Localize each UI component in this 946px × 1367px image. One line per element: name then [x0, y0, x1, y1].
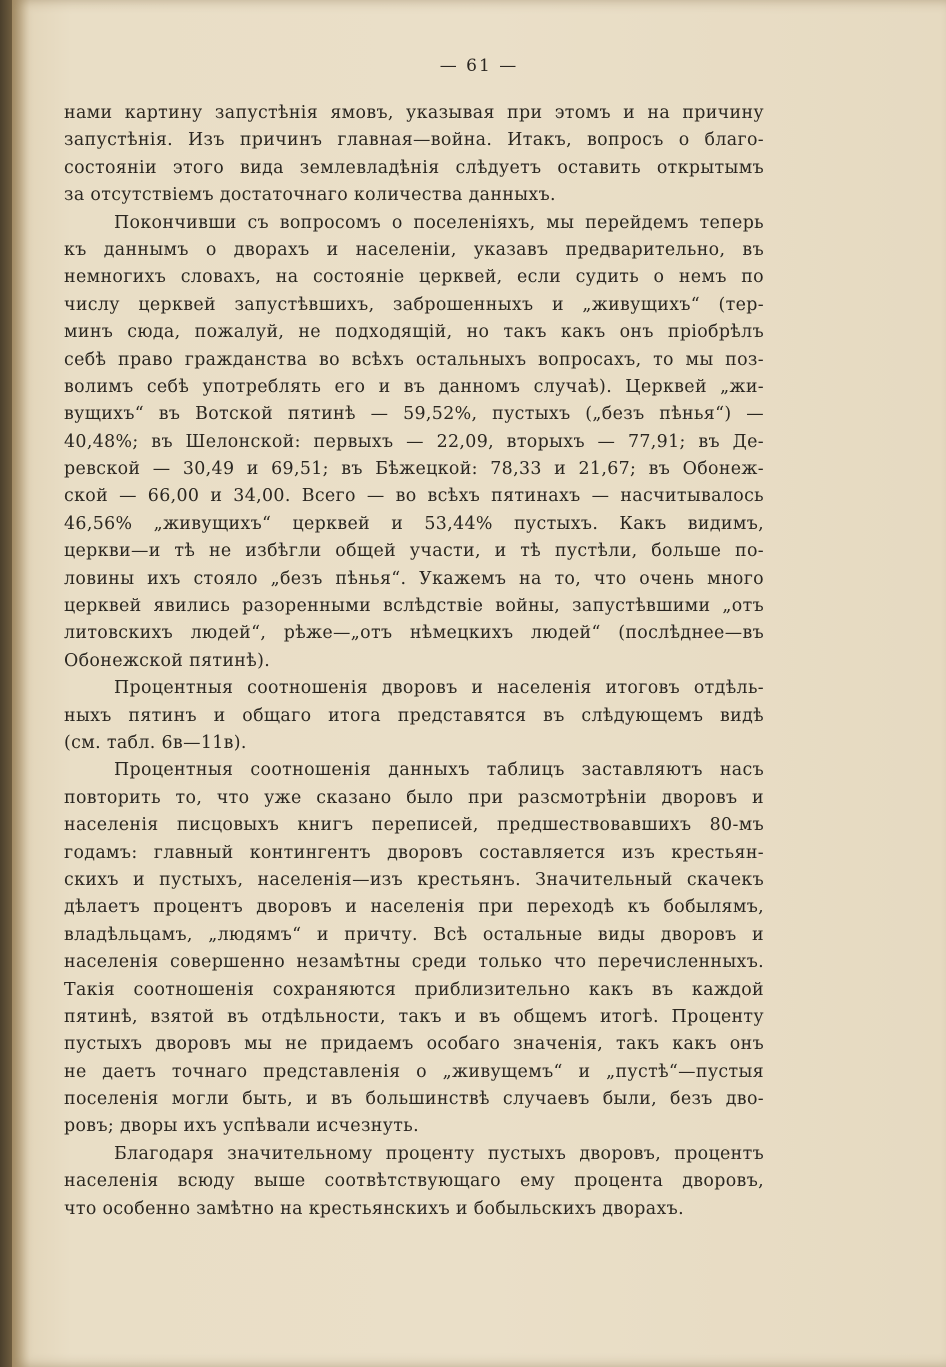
text-line: населенія всюду выше соотвѣтствующаго ему процента дворовъ, [64, 1171, 764, 1192]
text-line: пятинѣ, взятой въ отдѣльности, такъ и въ общемъ итогѣ. Проценту [64, 1006, 764, 1027]
text-line: 40,48%; въ Шелонской: первыхъ — 22,09, вторыхъ — 77,91; въ Де- [64, 431, 764, 452]
text-line: Такія соотношенія сохраняются приблизительно какъ въ каждой [64, 979, 764, 1000]
text-line: церквей явились разоренными вслѣдствіе войны, запустѣвшими „отъ [64, 596, 764, 617]
text-line: населенія писцовыхъ книгъ переписей, предшествовавшихъ 80-мъ [64, 815, 764, 836]
text-line: Покончивши съ вопросомъ о поселеніяхъ, мы перейдемъ теперь [114, 212, 764, 233]
text-line: литовскихъ людей“, рѣже—„отъ нѣмецкихъ людей“ (послѣднее—въ [64, 623, 764, 644]
text-line: дѣлаетъ процентъ дворовъ и населенія при переходѣ къ бобылямъ, [64, 897, 764, 918]
text-line: себѣ право гражданства во всѣхъ остальныхъ вопросахъ, то мы поз- [64, 349, 764, 370]
text-line: минъ сюда, пожалуй, не подходящій, но такъ какъ онъ пріобрѣлъ [64, 322, 764, 343]
text-line: за отсутствіемъ достаточнаго количества данныхъ. [64, 185, 556, 206]
text-line: Процентныя соотношенія данныхъ таблицъ заставляютъ насъ [114, 760, 764, 781]
text-line: ныхъ пятинъ и общаго итога представятся въ слѣдующемъ видѣ [64, 705, 764, 726]
text-line: состояніи этого вида землевладѣнія слѣдуетъ оставить открытымъ [64, 157, 764, 178]
paragraph [64, 1141, 764, 1223]
text-line: Обонежской пятинѣ). [64, 650, 271, 671]
text-line: населенія совершенно незамѣтны среди только что перечисленныхъ. [64, 952, 764, 973]
text-line: церкви—и тѣ не избѣгли общей участи, и тѣ пустѣли, больше по- [64, 541, 764, 562]
text-line: нами картину запустѣнія ямовъ, указывая при этомъ и на причину [64, 103, 764, 123]
text-line: волимъ себѣ употреблять его и въ данномъ случаѣ). Церквей „жи- [64, 376, 764, 397]
paragraph [64, 675, 764, 757]
book-spine-edge [0, 0, 12, 1367]
text-line: ревской — 30,49 и 69,51; въ Бѣжецкой: 78,33 и 21,67; въ Обонеж- [64, 459, 764, 480]
text-line: повторить то, что уже сказано было при разсмотрѣніи дворовъ и [64, 787, 764, 808]
text-line: Процентныя соотношенія дворовъ и населенія итоговъ отдѣль- [114, 678, 764, 699]
text-line: къ даннымъ о дворахъ и населеніи, указавъ предварительно, въ [64, 239, 764, 260]
text-line: годамъ: главный контингентъ дворовъ составляется изъ крестьян- [64, 842, 764, 863]
text-line: (см. табл. 6в—11в). [64, 732, 247, 753]
text-line: скихъ и пустыхъ, населенія—изъ крестьянъ. Значительный скачекъ [64, 869, 764, 890]
text-line: поселенія могли быть, и въ большинствѣ случаевъ были, безъ дво- [64, 1089, 764, 1110]
paragraph [64, 100, 764, 210]
text-line: ской — 66,00 и 34,00. Всего — во всѣхъ пятинахъ — насчитывалось [64, 486, 764, 507]
text-line: вущихъ“ въ Вотской пятинѣ — 59,52%, пустыхъ („безъ пѣнья“) — [64, 404, 764, 425]
text-line: пустыхъ дворовъ мы не придаемъ особаго значенія, такъ какъ онъ [64, 1034, 764, 1055]
text-line: что особенно замѣтно на крестьянскихъ и бобыльскихъ дворахъ. [64, 1198, 684, 1219]
text-line: немногихъ словахъ, на состояніе церквей, если судить о немъ по [64, 267, 764, 288]
text-line: Благодаря значительному проценту пустыхъ дворовъ, процентъ [114, 1143, 764, 1164]
book-page [12, 0, 946, 1367]
body-text [64, 100, 764, 1223]
text-line: владѣльцамъ, „людямъ“ и причту. Всѣ остальные виды дворовъ и [64, 924, 764, 945]
page-number: — 61 — [439, 56, 519, 76]
text-line: числу церквей запустѣвшихъ, заброшенныхъ и „живущихъ“ (тер- [64, 294, 764, 315]
text-line: ровъ; дворы ихъ успѣвали исчезнуть. [64, 1116, 419, 1137]
text-line: 46,56% „живущихъ“ церквей и 53,44% пустыхъ. Какъ видимъ, [64, 513, 764, 534]
paragraph [64, 210, 764, 676]
text-line: ловины ихъ стояло „безъ пѣнья“. Укажемъ на то, что очень много [64, 568, 764, 589]
paragraph [64, 757, 764, 1140]
text-line: не даетъ точнаго представленія о „живущемъ“ и „пустѣ“—пустыя [64, 1061, 764, 1082]
text-line: запустѣнія. Изъ причинъ главная—война. Итакъ, вопросъ о благо- [64, 130, 764, 151]
